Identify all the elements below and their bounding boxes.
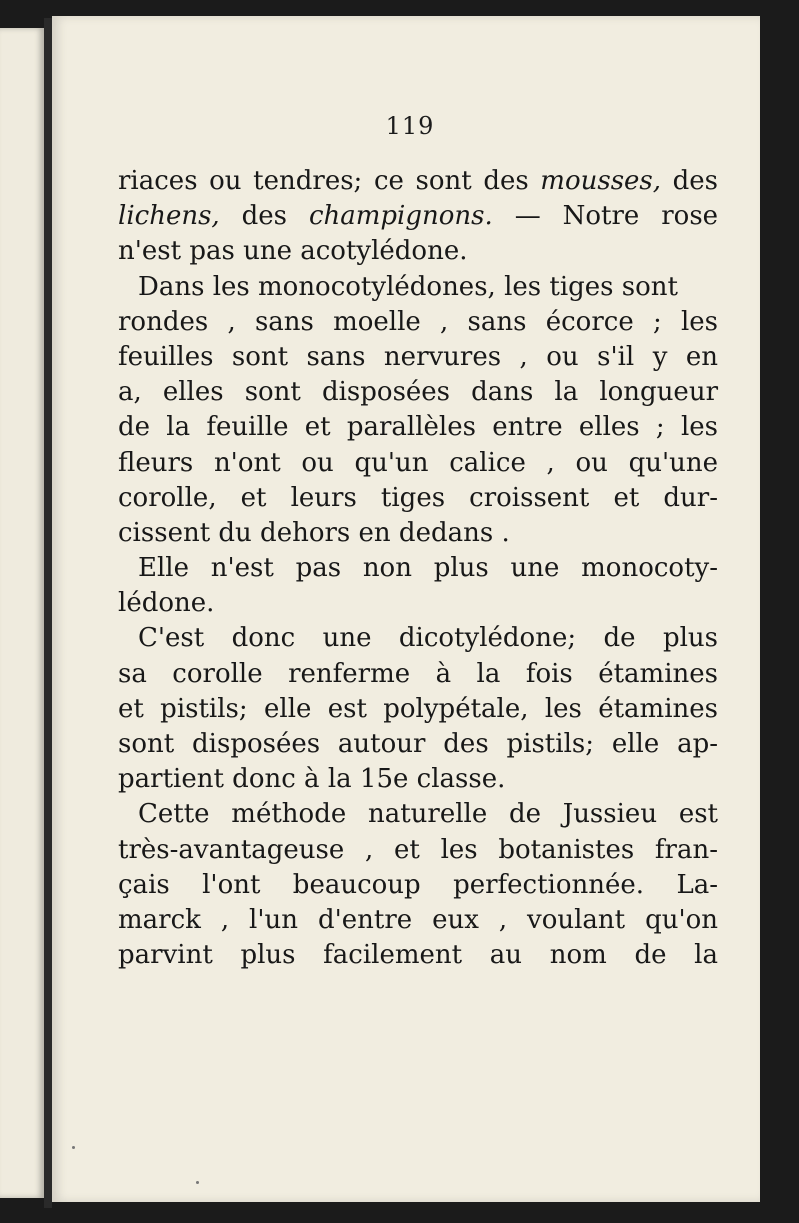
- line-text: parvint plus facilement au nom de la: [118, 940, 718, 971]
- line-text: n'est pas une acotylédone.: [118, 236, 468, 267]
- text-line: [118, 551, 718, 586]
- line-text: rondes , sans moelle , sans écorce ; les: [118, 306, 718, 337]
- text-line: [118, 340, 718, 375]
- previous-page-edge: [0, 28, 44, 1198]
- line-text: fleurs n'ont ou qu'un calice , ou qu'une: [118, 447, 718, 478]
- text-line: [118, 375, 718, 410]
- word: sont: [415, 166, 472, 196]
- text-line: [118, 516, 718, 551]
- text-line: [118, 621, 718, 656]
- line-text: Cette méthode naturelle de Jussieu est: [138, 799, 718, 830]
- word: —: [514, 201, 541, 232]
- text-line: [118, 164, 718, 199]
- word: champignons.: [308, 201, 493, 232]
- text-line: [118, 833, 718, 868]
- line-text: [118, 199, 718, 234]
- word: lichens,: [118, 201, 220, 232]
- word: ou: [209, 166, 242, 196]
- text-line: [118, 657, 718, 692]
- line-text: çais l'ont beaucoup perfectionnée. La-: [118, 869, 718, 900]
- text-line: [118, 446, 718, 481]
- text-line: [118, 762, 718, 797]
- text-line: [118, 903, 718, 938]
- text-line: [118, 692, 718, 727]
- line-text: sont disposées autour des pistils; elle ap-: [118, 729, 718, 759]
- word: tendres;: [253, 166, 363, 196]
- text-line: [118, 481, 718, 516]
- line-text: de la feuille et parallèles entre elles ; les: [118, 412, 718, 443]
- ink-speck: [72, 1146, 75, 1149]
- text-line: [118, 868, 718, 903]
- text-line: [118, 199, 718, 234]
- line-text: C'est donc une dicotylédone; de plus: [138, 623, 718, 654]
- line-text: corolle, et leurs tiges croissent et dur-: [118, 482, 718, 513]
- word: rose: [661, 201, 719, 232]
- body-text: [118, 164, 718, 973]
- word: des: [241, 201, 287, 232]
- line-text: Elle n'est pas non plus une monocoty-: [138, 553, 718, 584]
- text-line: [118, 234, 718, 269]
- text-line: [118, 797, 718, 832]
- word: mousses,: [540, 166, 662, 196]
- text-line: [118, 270, 718, 305]
- line-text: lédone.: [118, 588, 215, 619]
- text-line: [118, 586, 718, 621]
- ink-speck: [196, 1181, 199, 1184]
- book-gutter: [44, 18, 52, 1208]
- line-text: cissent du dehors en dedans .: [118, 517, 510, 548]
- line-text: et pistils; elle est polypétale, les étamines: [118, 693, 718, 724]
- line-text: très-avantageuse , et les botanistes fran-: [118, 834, 718, 865]
- text-line: [118, 938, 718, 973]
- line-text: Dans les monocotylédones, les tiges sont: [138, 271, 678, 302]
- line-text: [118, 164, 718, 199]
- line-text: sa corolle renferme à la fois étamines: [118, 658, 718, 689]
- line-text: feuilles sont sans nervures , ou s'il y en: [118, 341, 718, 372]
- word: des: [672, 166, 719, 196]
- word: Notre: [562, 201, 640, 232]
- line-text: marck , l'un d'entre eux , voulant qu'on: [118, 904, 718, 935]
- text-line: [118, 305, 718, 340]
- page-number: 119: [385, 112, 435, 140]
- line-text: a, elles sont disposées dans la longueur: [118, 377, 718, 408]
- word: des: [483, 166, 529, 196]
- line-text: partient donc à la 15e classe.: [118, 764, 506, 795]
- word: riaces: [118, 166, 198, 196]
- text-line: [118, 727, 718, 762]
- text-line: [118, 410, 718, 445]
- book-page: [52, 16, 760, 1202]
- word: ce: [373, 166, 404, 196]
